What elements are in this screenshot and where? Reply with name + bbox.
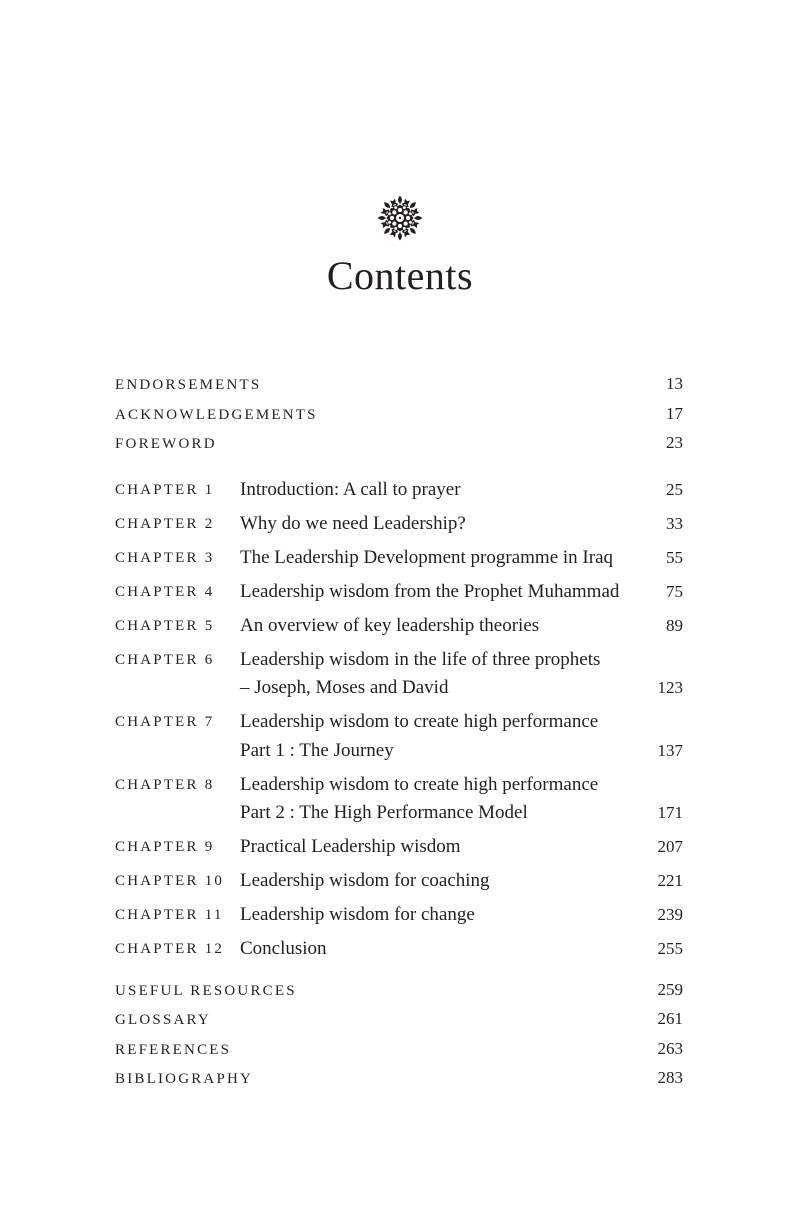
chapter-list bbox=[115, 476, 683, 964]
back-matter-row-label: GLOSSARY bbox=[115, 1012, 211, 1028]
chapter-title bbox=[240, 612, 641, 641]
front-matter-row bbox=[115, 400, 683, 430]
chapter-label: CHAPTER 7 bbox=[115, 714, 215, 730]
back-matter-list bbox=[115, 976, 683, 1094]
back-matter-row bbox=[115, 1064, 683, 1094]
chapter-label: CHAPTER 6 bbox=[115, 651, 215, 668]
back-matter-row bbox=[115, 1035, 683, 1065]
page-number: 261 bbox=[657, 1009, 683, 1028]
front-matter-row-label: ENDORSEMENTS bbox=[115, 377, 262, 393]
page-number: 207 bbox=[657, 837, 683, 856]
chapter-title-line: Leadership wisdom for change bbox=[240, 904, 475, 925]
chapter-title-line: Practical Leadership wisdom bbox=[240, 836, 461, 857]
page-title: Contents bbox=[326, 253, 474, 298]
chapter-title bbox=[240, 708, 641, 765]
front-matter-row bbox=[115, 370, 683, 400]
chapter-label: CHAPTER 9 bbox=[115, 839, 215, 855]
page-number: 283 bbox=[657, 1068, 683, 1087]
chapter-row bbox=[115, 544, 683, 573]
chapter-title-line: Leadership wisdom to create high performance bbox=[240, 773, 599, 795]
chapter-title bbox=[240, 771, 641, 828]
page-number: 23 bbox=[666, 433, 683, 452]
chapter-row bbox=[115, 833, 683, 862]
page-number: 25 bbox=[666, 479, 683, 499]
page-number: 13 bbox=[666, 374, 683, 393]
page-number: 75 bbox=[666, 581, 683, 601]
back-matter-row-label: USEFUL RESOURCES bbox=[115, 982, 297, 999]
chapter-title-line: The Leadership Development programme in Iraq bbox=[240, 546, 613, 568]
chapter-title-line: Leadership wisdom to create high performance bbox=[240, 711, 599, 732]
chapter-title-line: Conclusion bbox=[240, 938, 327, 959]
page-number: 221 bbox=[657, 871, 683, 890]
chapter-row bbox=[115, 510, 683, 539]
chapter-title bbox=[240, 510, 641, 539]
front-matter-list bbox=[115, 370, 683, 459]
page-number: 171 bbox=[657, 803, 683, 822]
chapter-label: CHAPTER 4 bbox=[115, 583, 215, 600]
chapter-row bbox=[115, 578, 683, 607]
back-matter-row bbox=[115, 976, 683, 1006]
chapter-title bbox=[240, 544, 641, 573]
page-number: 263 bbox=[657, 1038, 683, 1058]
page-number: 17 bbox=[666, 403, 683, 423]
chapter-title-line: Leadership wisdom for coaching bbox=[240, 870, 490, 891]
page-number: 259 bbox=[657, 979, 683, 999]
chapter-title-line: Why do we need Leadership? bbox=[240, 512, 466, 534]
chapter-title-line: – Joseph, Moses and David bbox=[240, 677, 449, 698]
chapter-title bbox=[240, 833, 641, 862]
chapter-row bbox=[115, 771, 683, 828]
chapter-row bbox=[115, 708, 683, 765]
chapter-title-line: Part 1 : The Journey bbox=[240, 739, 394, 761]
back-matter-row-label: BIBLIOGRAPHY bbox=[115, 1071, 254, 1087]
front-matter-row bbox=[115, 429, 683, 459]
page-number: 89 bbox=[666, 615, 683, 635]
chapter-title bbox=[240, 935, 641, 964]
page-number: 33 bbox=[666, 513, 683, 533]
back-matter-row-label: REFERENCES bbox=[115, 1041, 232, 1058]
page-number: 255 bbox=[657, 939, 683, 958]
chapter-title-line: Leadership wisdom from the Prophet Muhammad bbox=[240, 580, 620, 602]
chapter-row bbox=[115, 935, 683, 964]
page-number: 239 bbox=[657, 905, 683, 924]
chapter-label: CHAPTER 1 bbox=[115, 481, 215, 498]
front-matter-row-label: ACKNOWLEDGEMENTS bbox=[115, 406, 318, 423]
chapter-title-line: An overview of key leadership theories bbox=[240, 614, 540, 636]
page-number: 123 bbox=[657, 678, 683, 697]
chapter-row bbox=[115, 476, 683, 505]
contents-header bbox=[0, 0, 800, 300]
chapter-title bbox=[240, 578, 641, 607]
chapter-row bbox=[115, 612, 683, 641]
chapter-label: CHAPTER 3 bbox=[115, 549, 215, 566]
chapter-label: CHAPTER 5 bbox=[115, 617, 215, 634]
chapter-title bbox=[240, 867, 641, 896]
chapter-row bbox=[115, 901, 683, 930]
chapter-title bbox=[240, 901, 641, 930]
chapter-title bbox=[240, 476, 641, 505]
page-number: 55 bbox=[666, 547, 683, 567]
contents-list bbox=[115, 370, 683, 1094]
chapter-label: CHAPTER 11 bbox=[115, 907, 224, 923]
chapter-label: CHAPTER 2 bbox=[115, 515, 215, 532]
chapter-title bbox=[240, 646, 641, 703]
chapter-label: CHAPTER 8 bbox=[115, 776, 215, 793]
page-number: 137 bbox=[657, 740, 683, 760]
rosette-ornament-icon bbox=[376, 194, 424, 242]
chapter-row bbox=[115, 867, 683, 896]
chapter-title-line: Introduction: A call to prayer bbox=[240, 478, 461, 500]
chapter-row bbox=[115, 646, 683, 703]
chapter-title-line: Leadership wisdom in the life of three prophets bbox=[240, 648, 601, 670]
chapter-title-line: Part 2 : The High Performance Model bbox=[240, 802, 528, 823]
front-matter-row-label: FOREWORD bbox=[115, 436, 217, 452]
back-matter-row bbox=[115, 1005, 683, 1035]
chapter-label: CHAPTER 10 bbox=[115, 873, 225, 889]
chapter-label: CHAPTER 12 bbox=[115, 941, 225, 957]
